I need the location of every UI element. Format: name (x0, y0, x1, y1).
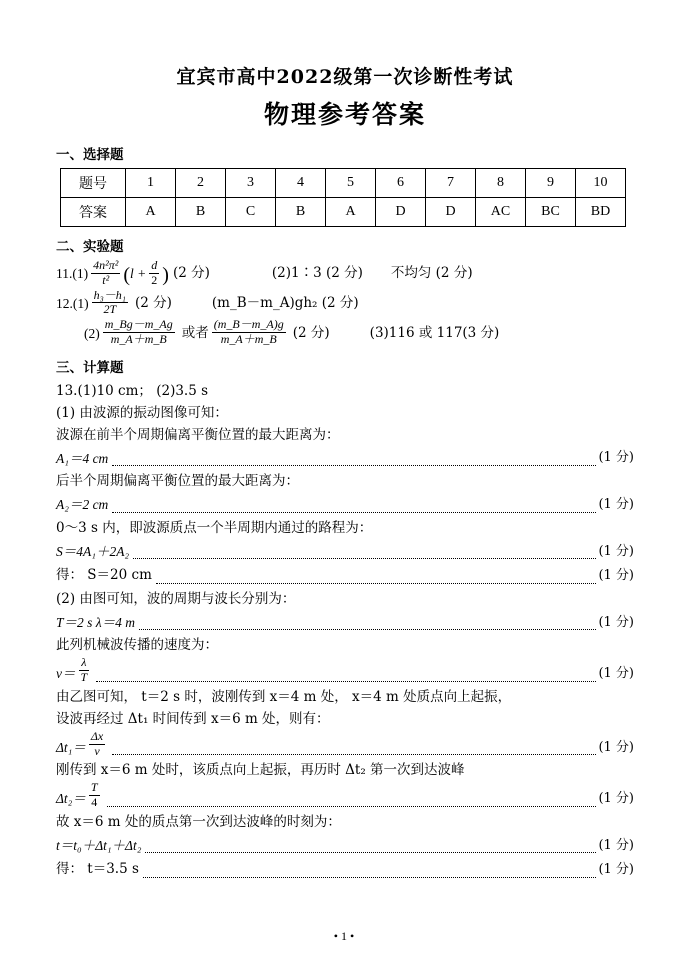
calc-line: 0～3 s 内，即波源质点一个半周期内通过的路程为： (56, 519, 373, 536)
question-number-cell: 2 (176, 169, 226, 198)
formula-dt1-lhs: Δt₁＝ (56, 739, 86, 755)
leader-dots (145, 852, 596, 853)
question-number-cell: 3 (226, 169, 276, 198)
experiment-q12-line-2 (56, 319, 634, 348)
calc-line-score: (1 分) (598, 568, 634, 584)
q13-header: 13.(1)10 cm； (2)3.5 s (56, 382, 209, 399)
q12-expr-2: (m_B－m_A)gh₂ (2 分) (211, 295, 359, 312)
table-row (61, 169, 626, 198)
answer-cell: BD (576, 198, 626, 227)
q12-score-2: (2 分) (292, 324, 330, 341)
q12-label-2: (2) (84, 325, 100, 341)
table-row (61, 198, 626, 227)
calc-line-text: A₁＝4 cm (56, 450, 109, 466)
open-paren: ( (123, 264, 131, 287)
question-number-cell: 6 (376, 169, 426, 198)
page-footer: • 1 • (333, 929, 355, 943)
leader-dots (156, 583, 597, 584)
calc-line-text: A₂＝2 cm (56, 497, 109, 513)
calc-line-dotted (56, 493, 634, 517)
question-number-cell: 10 (576, 169, 626, 198)
calc-line-dotted (56, 564, 634, 588)
calc-line: (2) 由图可知，波的周期与波长分别为： (56, 590, 296, 607)
table-row-header-answer: 答案 (61, 198, 126, 227)
page-title: 宜宾市高中2022级第一次诊断性考试 (176, 66, 514, 88)
page-content (56, 62, 634, 883)
calc-line-score: (1 分) (598, 543, 634, 559)
formula-v-fraction (79, 656, 90, 685)
answer-cell: B (176, 198, 226, 227)
q11-score-1: (2 分) (172, 265, 210, 282)
calc-line-dotted (56, 858, 634, 882)
calc-line-score: (1 分) (598, 837, 634, 853)
q11-part-3: 不均匀 (2 分) (390, 265, 473, 282)
q12-score-1: (2 分) (134, 295, 172, 312)
q12-frac-numerator: h₃－h₁ (93, 287, 126, 302)
leader-dots (107, 806, 597, 807)
question-number-cell: 7 (426, 169, 476, 198)
q12-frac2-numerator: m_Bg－m_Ag (104, 317, 173, 332)
q12-part-3: (3)116 或 117(3 分) (369, 324, 500, 341)
leader-dots (112, 465, 596, 466)
q11-frac-denominator: t² (102, 272, 110, 287)
answer-cell: A (326, 198, 376, 227)
page-subtitle: 物理参考答案 (263, 100, 426, 129)
question-number-cell: 1 (126, 169, 176, 198)
leader-dots (143, 877, 597, 878)
section-heading-experiment: 二、实验题 (56, 239, 124, 255)
calc-line-text: 得： t＝3.5 s (56, 861, 139, 878)
leader-dots (112, 512, 596, 513)
calc-line: 由乙图可知， t＝2 s 时，波刚传到 x＝4 m 处， x＝4 m 处质点向上起振， (56, 688, 512, 705)
formula-dt1-numerator: Δx (90, 728, 104, 743)
answer-cell: A (126, 198, 176, 227)
q11-bracket-lhs: l + (130, 266, 147, 282)
answer-cell: BC (526, 198, 576, 227)
calc-line: 此列机械波传播的速度为： (56, 637, 218, 654)
q12-or-text: 或者 (181, 324, 209, 341)
q12-fraction-3 (212, 318, 286, 347)
section-heading-choice: 一、选择题 (56, 147, 124, 163)
q11-inner-fraction (149, 259, 159, 288)
calc-line-dotted (56, 834, 634, 858)
question-number-cell: 9 (526, 169, 576, 198)
leader-dots (112, 754, 596, 755)
answer-cell: C (226, 198, 276, 227)
calc-line: 波源在前半个周期偏离平衡位置的最大距离为： (56, 426, 340, 443)
answer-cell: D (426, 198, 476, 227)
q11-inner-numerator: d (151, 258, 158, 272)
question-number-cell: 5 (326, 169, 376, 198)
calc-line: (1) 由波源的振动图像可知： (56, 404, 228, 421)
answer-cell: AC (476, 198, 526, 227)
question-number-cell: 8 (476, 169, 526, 198)
calc-line-score: (1 分) (598, 614, 634, 630)
calc-line-dotted (56, 611, 634, 635)
q11-fraction (91, 259, 120, 288)
calc-formula-v (56, 657, 634, 686)
calc-line-score: (1 分) (598, 496, 634, 512)
calc-line: 后半个周期偏离平衡位置的最大距离为： (56, 473, 299, 490)
formula-dt1-fraction (89, 730, 105, 759)
table-row-header-number: 题号 (61, 169, 126, 198)
calc-line: 刚传到 x＝6 m 处时，该质点向上起振，再历时 Δt₂ 第一次到达波峰 (56, 762, 465, 779)
q11-part-2: (2)1∶3 (2 分) (271, 265, 363, 282)
calc-line-score: (1 分) (598, 666, 634, 682)
q12-label: 12.(1) (56, 296, 89, 312)
answer-cell: B (276, 198, 326, 227)
formula-dt1-denominator: v (94, 743, 100, 758)
calc-line-score: (1 分) (598, 862, 634, 878)
calc-line-dotted (56, 540, 634, 564)
question-number-cell: 4 (276, 169, 326, 198)
q11-frac-numerator: 4n²π² (93, 258, 119, 272)
calc-formula-dt2 (56, 782, 634, 811)
close-paren: ) (162, 264, 169, 287)
calc-line-score: (1 分) (598, 739, 634, 755)
q12-frac2-denominator: m_A＋m_B (110, 331, 167, 346)
formula-dt2-lhs: Δt₂＝ (56, 791, 86, 807)
leader-dots (96, 681, 596, 682)
calc-line-text: 得： S＝20 cm (56, 567, 152, 584)
calc-line: 故 x＝6 m 处的质点第一次到达波峰的时刻为： (56, 813, 341, 830)
experiment-q12-line-1 (56, 287, 634, 319)
q12-frac-denominator: 2T (103, 302, 117, 317)
calc-line-text: S＝4A₁＋2A₂ (56, 543, 130, 559)
calc-formula-dt1 (56, 728, 634, 760)
calc-line-score: (1 分) (598, 791, 634, 807)
q12-frac3-numerator: (m_B－m_A)g (213, 317, 284, 332)
q12-frac3-denominator: m_A＋m_B (220, 331, 277, 346)
q12-fraction-2 (103, 318, 175, 347)
formula-dt2-denominator: 4 (91, 795, 98, 810)
answer-table (60, 168, 626, 227)
formula-v-denominator: T (80, 670, 88, 685)
q11-label: 11.(1) (56, 266, 89, 282)
section-heading-calculation: 三、计算题 (56, 359, 124, 376)
calc-line-dotted (56, 447, 634, 471)
calc-line-score: (1 分) (598, 450, 634, 466)
calc-line-text: t＝t₀＋Δt₁＋Δt₂ (56, 837, 142, 853)
formula-v-numerator: λ (79, 656, 90, 671)
calc-line-text: T＝2 s λ＝4 m (56, 614, 135, 630)
leader-dots (133, 558, 596, 559)
experiment-q11-line (56, 260, 634, 289)
formula-v-lhs: v＝ (56, 666, 76, 682)
answer-cell: D (376, 198, 426, 227)
calc-line: 设波再经过 Δt₁ 时间传到 x＝6 m 处，则有： (56, 710, 330, 727)
leader-dots (139, 629, 596, 630)
formula-dt2-numerator: T (90, 780, 98, 795)
q12-fraction (92, 289, 128, 318)
formula-dt2-fraction (89, 781, 100, 810)
q11-inner-denominator: 2 (151, 272, 158, 287)
